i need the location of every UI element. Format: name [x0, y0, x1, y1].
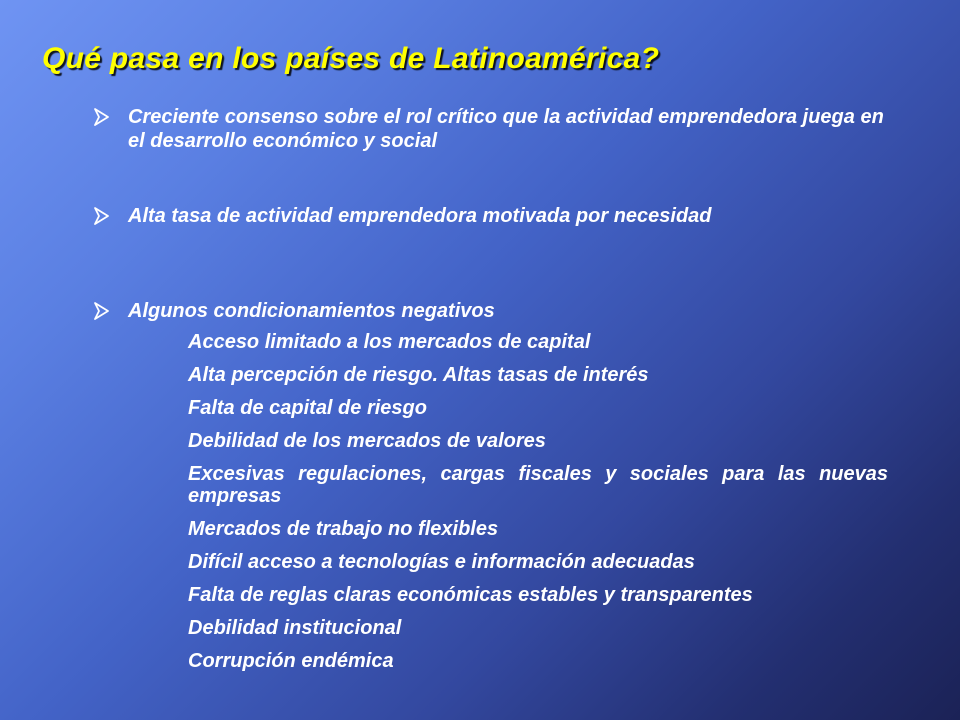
arrow-bullet-icon [93, 301, 111, 321]
sub-item: Corrupción endémica [188, 650, 394, 672]
sub-item: Mercados de trabajo no flexibles [188, 518, 499, 540]
arrow-bullet-icon [93, 107, 111, 127]
bullet-text: Algunos condicionamientos negativos [128, 300, 495, 322]
sub-item: Falta de reglas claras económicas estables y transparentes [188, 584, 753, 606]
sub-item: Alta percepción de riesgo. Altas tasas de interés [188, 364, 649, 386]
sub-item: Acceso limitado a los mercados de capital [188, 331, 591, 353]
bullet-item [93, 105, 893, 153]
bullet-text: Creciente consenso sobre el rol crítico que la actividad emprendedora juega en el desarrollo económico y social [128, 106, 884, 152]
bullet-text: Alta tasa de actividad emprendedora motivada por necesidad [128, 205, 712, 227]
arrow-bullet-icon [93, 206, 111, 226]
sub-item: Debilidad institucional [188, 617, 402, 639]
bullet-item [93, 299, 893, 323]
slide-title: Qué pasa en los países de Latinoamérica? [42, 42, 660, 75]
sub-item-list [188, 331, 888, 683]
sub-item: Excesivas regulaciones, cargas fiscales y sociales para las nuevas empresas [188, 463, 888, 507]
sub-item: Debilidad de los mercados de valores [188, 430, 546, 452]
sub-item: Difícil acceso a tecnologías e información adecuadas [188, 551, 695, 573]
sub-item: Falta de capital de riesgo [188, 397, 427, 419]
bullet-item [93, 204, 893, 228]
